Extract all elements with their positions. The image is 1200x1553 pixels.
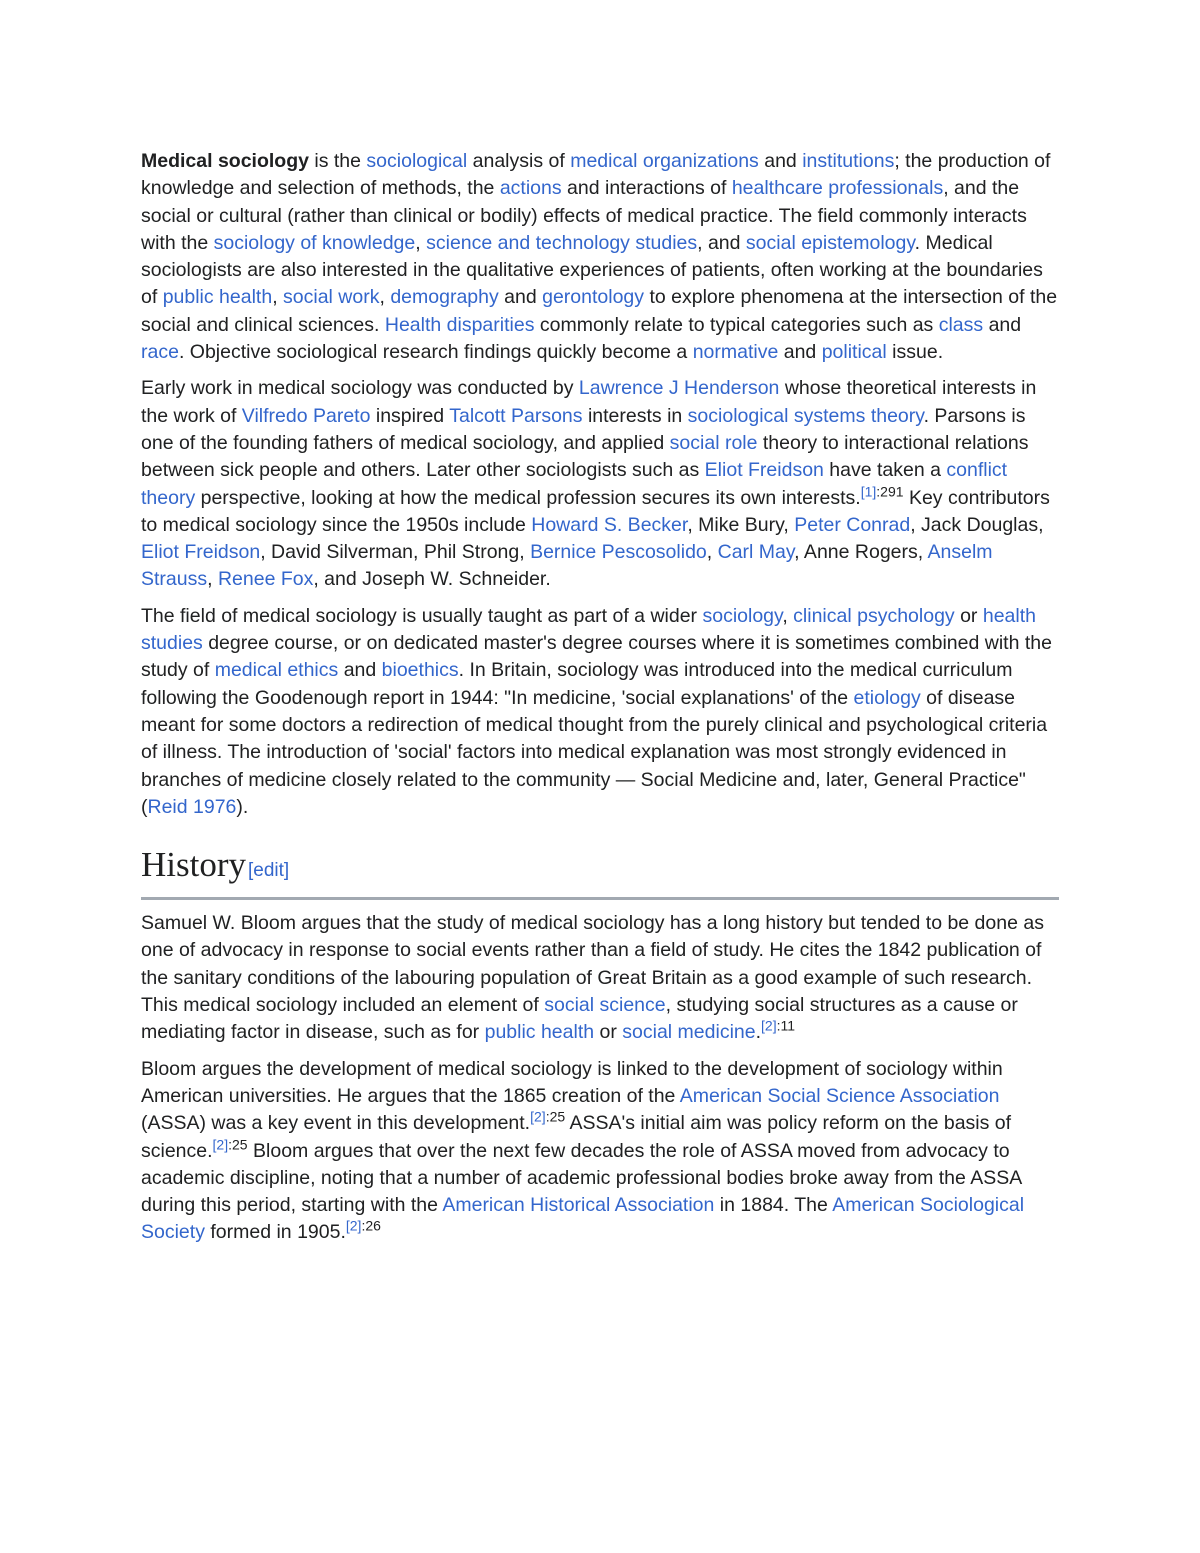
link-clinical-psychology[interactable]: clinical psychology [793, 604, 955, 627]
article-body [141, 148, 1059, 1256]
paragraph-text: and interactions of [561, 177, 732, 200]
paragraph-text: Key contributors to medical sociology since the 1950s include [141, 486, 1050, 536]
paragraph-text: . [755, 1021, 762, 1044]
link-race[interactable]: race [141, 341, 179, 364]
paragraph-text: , [415, 231, 427, 254]
paragraph-text: . In Britain, sociology was introduced into the medical curriculum following the Goodenough report in 1944: "In medicine, 'social explanations' of the [141, 659, 1013, 709]
citation-link[interactable]: [2] [345, 1217, 362, 1234]
edit-section-link[interactable]: [edit] [248, 860, 290, 882]
paragraph-text: inspired [370, 404, 450, 427]
paragraph-text: . Parsons is one of the founding fathers of medical sociology, and applied [141, 404, 1026, 454]
paragraph-text: interests in [582, 404, 688, 427]
link-american-sociological-society[interactable]: American Sociological Society [141, 1194, 1025, 1244]
link-sociological-systems-theory[interactable]: sociological systems theory [687, 404, 924, 427]
link-renee-fox[interactable]: Renee Fox [217, 568, 314, 591]
link-demography[interactable]: demography [390, 286, 499, 309]
paragraph-text: analysis of [467, 150, 571, 172]
link-science-and-technology-studies[interactable]: science and technology studies [426, 231, 698, 254]
link-carl-may[interactable]: Carl May [717, 541, 795, 564]
paragraph-text: , David Silverman, Phil Strong, [260, 541, 531, 564]
link-bioethics[interactable]: bioethics [381, 659, 459, 682]
link-normative[interactable]: normative [692, 341, 779, 364]
paragraph-text: ). [236, 795, 249, 818]
intro-paragraph-3 [141, 603, 1059, 821]
paragraph-text: in 1884. The [714, 1194, 833, 1217]
citation-link[interactable]: [1] [860, 483, 877, 500]
citation-ref [346, 1218, 381, 1234]
paragraph-text: issue. [886, 341, 944, 364]
paragraph-text: or [954, 604, 983, 627]
link-political[interactable]: political [821, 341, 887, 364]
paragraph-text: , Jack Douglas, [910, 513, 1044, 536]
paragraph-text: , [207, 568, 218, 591]
section-heading-history [141, 841, 1059, 900]
paragraph-text: whose theoretical interests in the work of [141, 377, 1037, 427]
link-etiology[interactable]: etiology [853, 686, 921, 709]
paragraph-text: Bloom argues that over the next few decades the role of ASSA moved from advocacy to academic discipline, noting that a number of academic professional bodies broke away from the ASSA during this period, starting with the [141, 1139, 1022, 1217]
paragraph-text: and [983, 313, 1022, 336]
link-vilfredo-pareto[interactable]: Vilfredo Pareto [241, 404, 371, 427]
paragraph-text: , and Joseph W. Schneider. [313, 568, 551, 591]
history-paragraph-2 [141, 1056, 1059, 1247]
link-howard-becker[interactable]: Howard S. Becker [531, 513, 688, 536]
paragraph-text: , and [697, 231, 746, 254]
citation-page: :25 [545, 1108, 566, 1125]
paragraph-text: and [758, 150, 803, 172]
link-eliot-freidson[interactable]: Eliot Freidson [704, 459, 824, 482]
link-social-science[interactable]: social science [544, 994, 666, 1017]
link-eliot-freidson[interactable]: Eliot Freidson [141, 541, 261, 564]
paragraph-text: formed in 1905. [204, 1221, 346, 1244]
link-public-health[interactable]: public health [162, 286, 273, 309]
link-public-health[interactable]: public health [484, 1021, 595, 1044]
link-reid-1976[interactable]: Reid 1976 [147, 795, 237, 818]
paragraph-text: commonly relate to typical categories such as [534, 313, 939, 336]
link-sociology-of-knowledge[interactable]: sociology of knowledge [213, 231, 416, 254]
citation-ref [530, 1109, 565, 1125]
citation-page: :25 [228, 1136, 248, 1152]
paragraph-text: Early work in medical sociology was conducted by [141, 377, 579, 400]
paragraph-text: and [498, 286, 543, 309]
paragraph-text: , [706, 541, 718, 564]
link-american-historical-association[interactable]: American Historical Association [442, 1194, 715, 1217]
paragraph-text: , and the social or cultural (rather than clinical or bodily) effects of medical practice. The field commonly interacts with the [141, 177, 1027, 254]
link-actions[interactable]: actions [499, 177, 562, 200]
link-talcott-parsons[interactable]: Talcott Parsons [449, 404, 583, 427]
link-peter-conrad[interactable]: Peter Conrad [794, 513, 911, 536]
paragraph-text: , [782, 604, 794, 627]
paragraph-text: , [272, 286, 284, 309]
link-social-role[interactable]: social role [669, 431, 758, 454]
paragraph-text: , studying social structures as a cause or mediating factor in disease, such as for [141, 994, 1018, 1044]
paragraph-text: ASSA's initial aim was policy reform on the basis of science. [141, 1112, 1012, 1162]
paragraph-text: have taken a [823, 459, 947, 482]
intro-paragraph-2 [141, 375, 1059, 593]
paragraph-text: of disease meant for some doctors a redirection of medical thought from the purely clinical and psychological criteria of illness. The introduction of 'social' factors into medical explanation was most strongly evidenced in branches of medicine closely related to the community — Social Medicine and, later, General Practice" ( [141, 686, 1048, 818]
paragraph-text: The field of medical sociology is usually taught as part of a wider [141, 604, 703, 627]
paragraph-text: is the [308, 150, 367, 172]
paragraph-text: . Objective sociological research findings quickly become a [178, 341, 693, 364]
paragraph-text: to explore phenomena at the intersection of the social and clinical sciences. [141, 286, 1058, 336]
history-paragraph-1 [141, 910, 1059, 1046]
link-institutions[interactable]: institutions [802, 150, 895, 172]
paragraph-text: (ASSA) was a key event in this development. [141, 1112, 531, 1135]
lead-term: Medical sociology [141, 150, 309, 172]
citation-page: :11 [776, 1017, 796, 1034]
paragraph-text: Bloom argues the development of medical sociology is linked to the development of sociology within American universities. He argues that the 1865 creation of the [141, 1057, 1003, 1107]
paragraph-text: and [338, 659, 382, 682]
link-social-epistemology[interactable]: social epistemology [745, 231, 915, 254]
paragraph-text: theory to interactional relations between sick people and others. Later other sociologists such as [141, 431, 1029, 482]
citation-link[interactable]: [2] [761, 1017, 777, 1034]
link-social-work[interactable]: social work [283, 286, 380, 309]
link-anselm-strauss[interactable]: Anselm Strauss [141, 541, 993, 591]
link-bernice-pescosolido[interactable]: Bernice Pescosolido [530, 541, 707, 564]
citation-ref [213, 1136, 248, 1152]
link-healthcare-professionals[interactable]: healthcare professionals [731, 177, 944, 200]
section-title: History [141, 845, 246, 885]
link-social-medicine[interactable]: social medicine [622, 1021, 756, 1044]
link-medical-ethics[interactable]: medical ethics [214, 659, 339, 682]
citation-page: :291 [876, 483, 904, 500]
paragraph-text: . Medical sociologists are also interested in the qualitative experiences of patients, often working at the boundaries of [141, 231, 1043, 309]
paragraph-text: , Anne Rogers, [794, 541, 928, 564]
link-lawrence-henderson[interactable]: Lawrence J Henderson [578, 377, 780, 400]
link-health-disparities[interactable]: Health disparities [384, 313, 535, 336]
paragraph-text: ; the production of knowledge and selection of methods, the [141, 150, 1051, 200]
paragraph-text: or [594, 1021, 623, 1044]
citation-link[interactable]: [2] [212, 1136, 229, 1152]
link-conflict-theory[interactable]: conflict theory [141, 459, 1008, 509]
link-american-social-science-association[interactable]: American Social Science Association [679, 1084, 1000, 1107]
paragraph-text: perspective, looking at how the medical profession secures its own interests. [195, 486, 861, 509]
link-sociological[interactable]: sociological [366, 150, 468, 172]
link-medical-organizations[interactable]: medical organizations [570, 150, 759, 172]
citation-ref [761, 1018, 795, 1034]
paragraph-text: , [379, 286, 391, 309]
link-gerontology[interactable]: gerontology [542, 286, 645, 309]
paragraph-text: Samuel W. Bloom argues that the study of medical sociology has a long history but tended to be done as one of advocacy in response to social events rather than a field of study. He cites the 1842 publication of the sanitary conditions of the labouring population of Great Britain as a good example of such research. This medical sociology included an element of [141, 912, 1044, 1017]
paragraph-text: and [778, 341, 822, 364]
link-health-studies[interactable]: health studies [141, 604, 1036, 655]
citation-link[interactable]: [2] [530, 1108, 546, 1125]
citation-page: :26 [361, 1217, 381, 1234]
intro-paragraph-1 [141, 148, 1059, 366]
link-class[interactable]: class [938, 313, 984, 336]
paragraph-text: degree course, or on dedicated master's degree courses where it is sometimes combined with the study of [141, 632, 1052, 682]
citation-ref [861, 483, 904, 499]
link-sociology[interactable]: sociology [702, 604, 783, 627]
paragraph-text: , Mike Bury, [687, 513, 795, 536]
